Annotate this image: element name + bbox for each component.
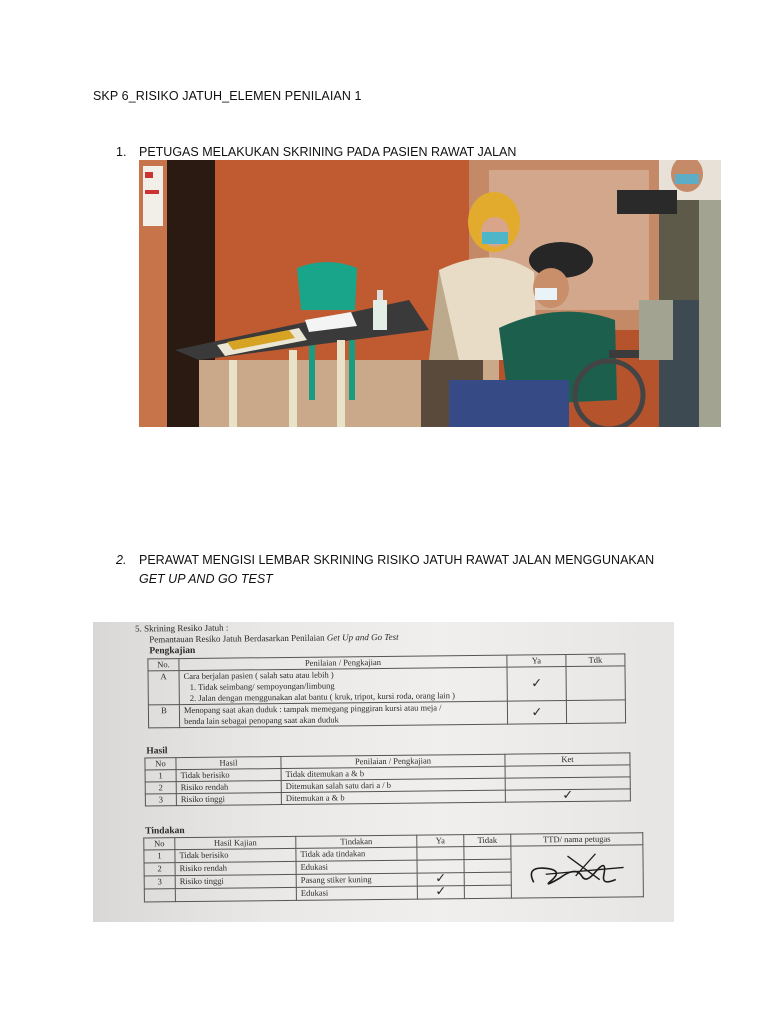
document-title: SKP 6_RISIKO JATUH_ELEMEN PENILAIAN 1 <box>93 89 362 103</box>
form-heading: 5. Skrining Resiko Jatuh : <box>135 622 229 634</box>
checkmark: ✓ <box>507 701 566 725</box>
table-row: 2 Risiko rendah Edukasi <box>144 858 643 876</box>
table-row: 3 Risiko tinggi Pasang stiker kuning ✓ <box>144 871 643 889</box>
hasil-title: Hasil <box>146 746 168 757</box>
table-row: 2 Risiko rendah Ditemukan salah satu dari a / b <box>145 777 630 794</box>
list-item-number: 1. <box>116 145 127 159</box>
table-header: Tdk <box>566 654 625 667</box>
table-row: 1 Tidak berisiko Tidak ada tindakan <box>144 845 643 863</box>
tindakan-title: Tindakan <box>145 826 185 837</box>
pengkajian-title: Pengkajian <box>149 645 196 657</box>
table-row: A Cara berjalan pasien ( salah satu atau lebih ) 1. Tidak seimbang/ sempoyongan/limbung 2. Jalan dengan menggunakan alat bantu ( kruk, tripot, kursi roda, orang lain ) ✓ <box>148 666 625 705</box>
checkmark: ✓ <box>507 667 566 702</box>
checkmark: ✓ <box>505 789 630 802</box>
list-item-text: PETUGAS MELAKUKAN SKRINING PADA PASIEN RAWAT JALAN <box>139 145 517 159</box>
signature-cell <box>511 845 644 898</box>
screening-photo <box>139 160 721 427</box>
checkmark: ✓ <box>417 873 464 886</box>
form-subheading: Pemantauan Resiko Jatuh Berdasarkan Penilaian Get Up and Go Test <box>149 631 399 645</box>
scanned-screening-form <box>93 622 674 922</box>
table-row: 3 Risiko tinggi Ditemukan a & b ✓ <box>145 789 630 806</box>
checkmark: ✓ <box>417 886 464 899</box>
signature-image <box>515 845 635 894</box>
pengkajian-table <box>147 653 626 728</box>
table-header: No. <box>148 659 179 671</box>
hasil-table: No Hasil Penilaian / Pengkajian Ket 1 Tidak berisiko Tidak ditemukan a & b 2 Risiko rendah Ditemukan salah satu dari a / b 3 Risiko tinggi Ditemukan a & b ✓ <box>144 752 630 806</box>
table-header: Penilaian / Pengkajian <box>179 655 507 670</box>
list-item-text: PERAWAT MENGISI LEMBAR SKRINING RISIKO JATUH RAWAT JALAN MENGGUNAKAN GET UP AND GO TEST <box>139 553 655 586</box>
table-row: 1 Tidak berisiko Tidak ditemukan a & b <box>145 765 630 782</box>
table-row: Edukasi ✓ <box>144 884 643 902</box>
table-header: Ya <box>507 655 566 668</box>
table-row: B Menopang saat akan duduk : tampak memegang pinggiran kursi atau meja / benda lain sebagai penopang saat akan duduk ✓ <box>148 700 625 728</box>
list-item-number: 2. <box>116 553 127 567</box>
tindakan-table: No Hasil Kajian Tindakan Ya Tidak TTD/ nama petugas 1 Tidak berisiko Tidak ada tindakan 2 Risiko rendah Edukasi 3 Risiko tinggi Pasang stiker kuning ✓ Edukasi ✓ <box>143 832 644 902</box>
